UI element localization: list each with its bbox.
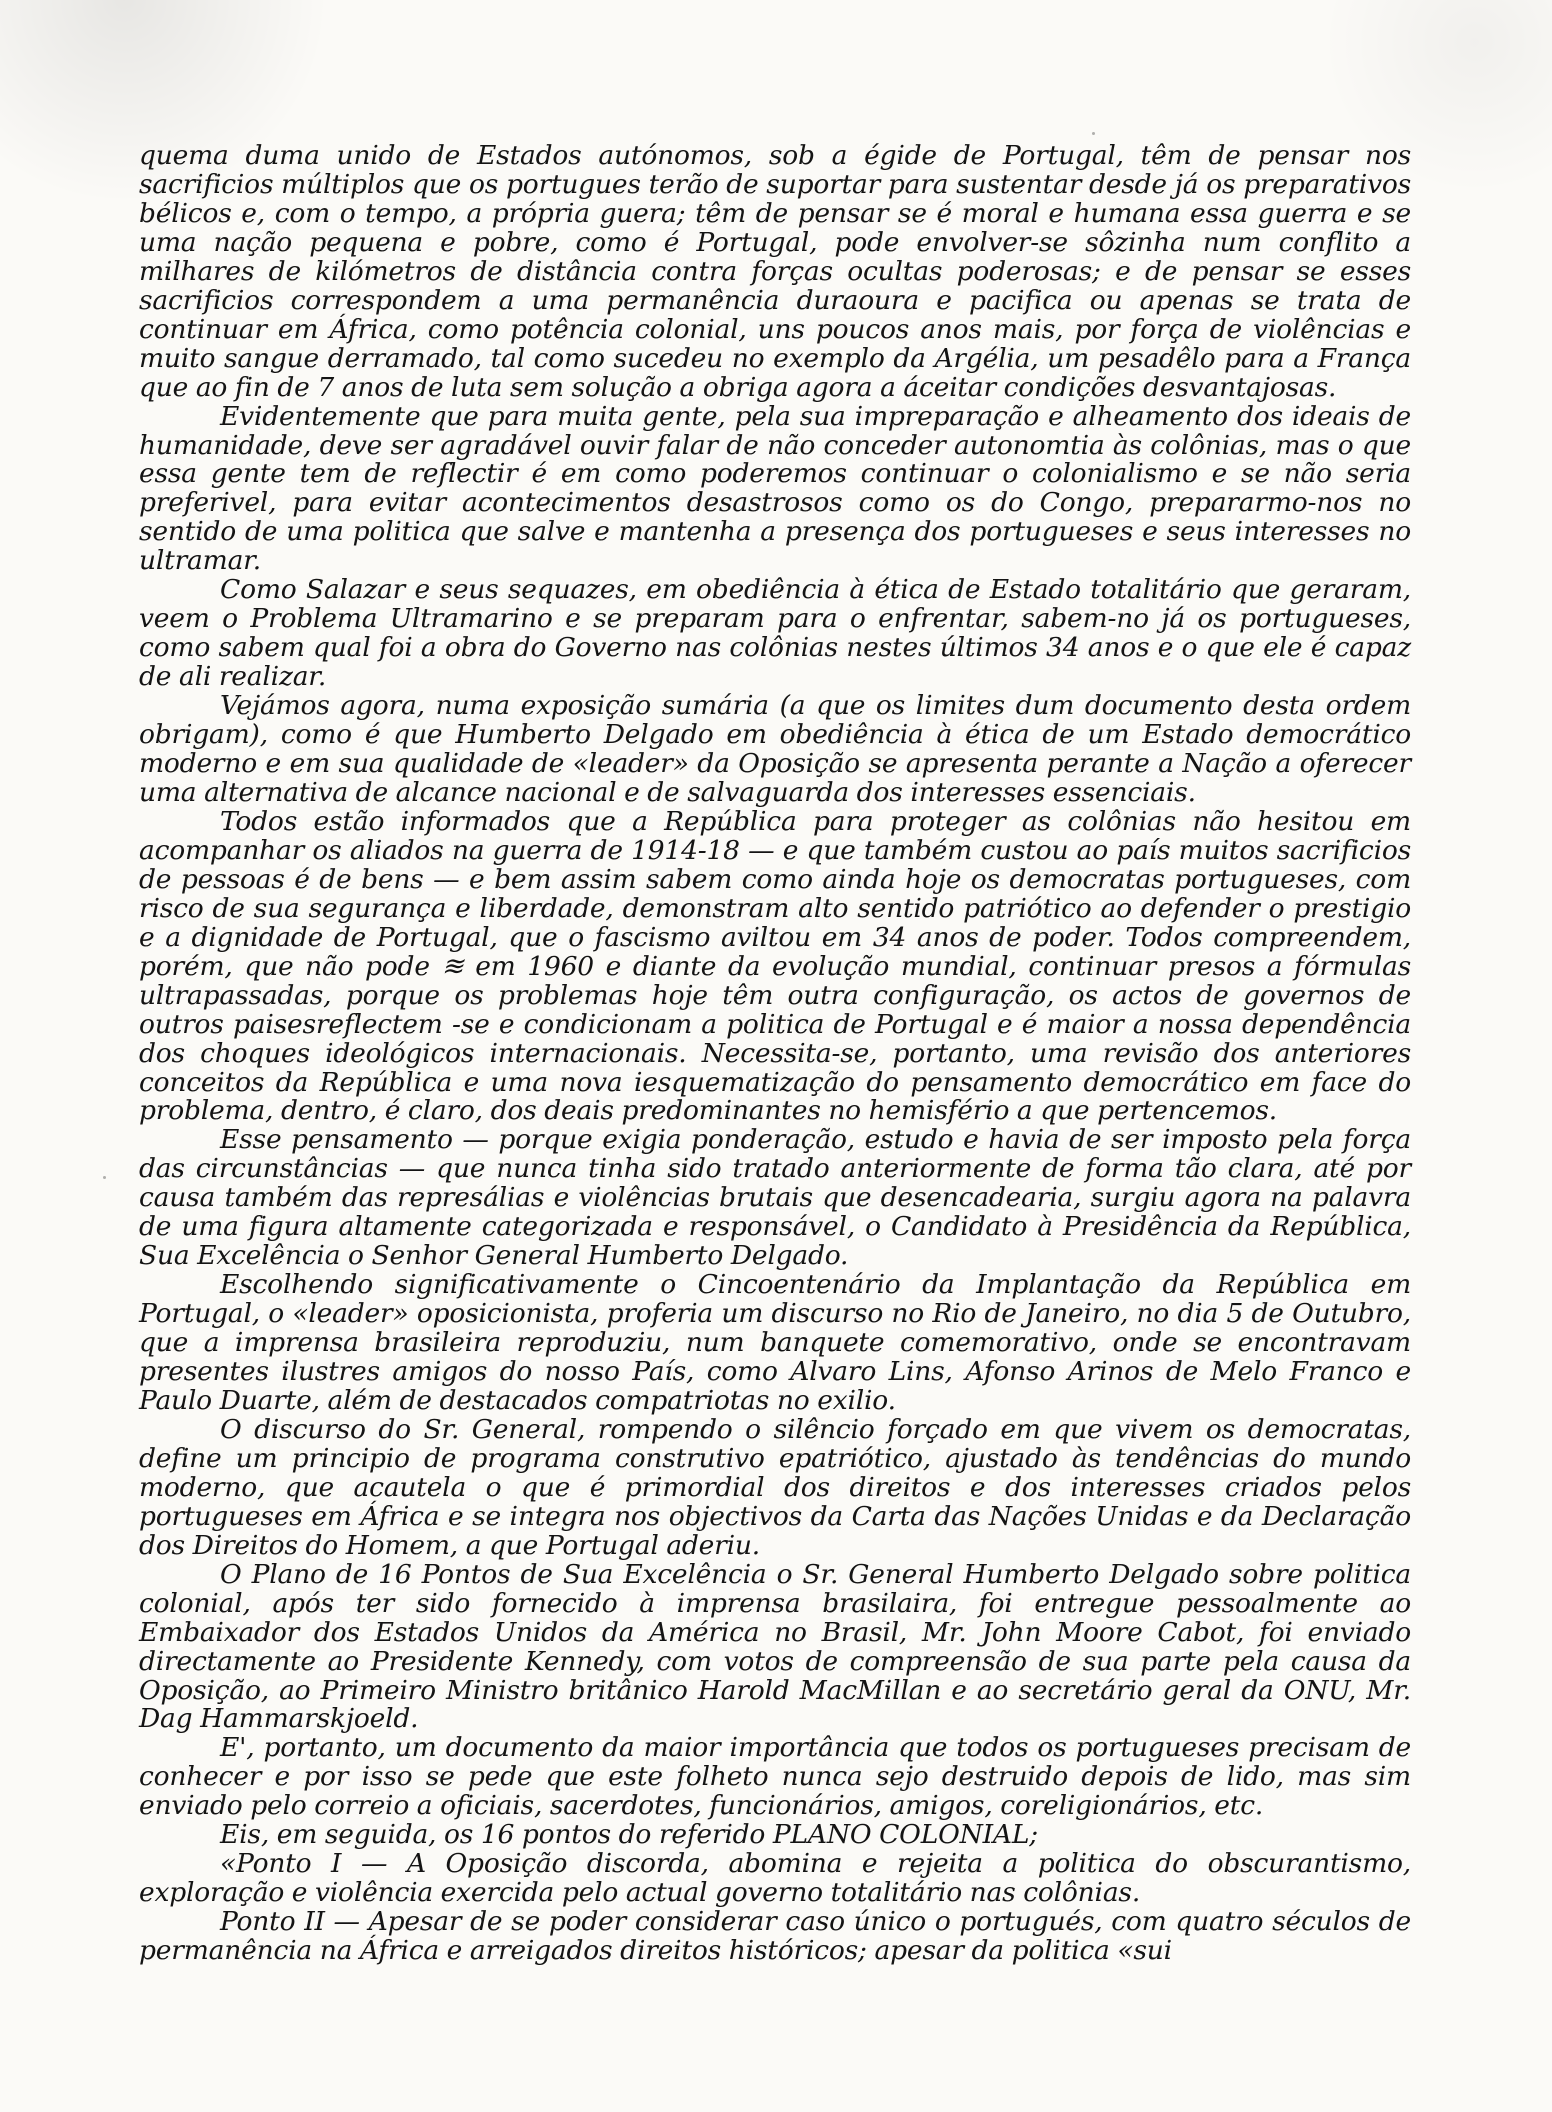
paragraph-10: E', portanto, um documento da maior importância que todos os portugueses precisam de conhecer e por isso se pede que este folheto nunca sejo destruido depois de lido, mas sim enviado pelo correio a oficiais, sacerdotes, funcionários, amigos, coreligionários, etc. bbox=[139, 1732, 1411, 1822]
paragraph-1: quema duma unido de Estados autónomos, sob a égide de Portugal, têm de pensar nos sacrificios múltiplos que os portugues terão de suportar para sustentar desde já os preparativos bélicos e, com o tempo, a própria guera; têm de pensar se é moral e humana essa guerra e se uma nação pequena e pobre, como é Portugal, pode envolver-se sôzinha num conflito a milhares de kilómetros de distância contra forças ocultas poderosas; e de pensar se esses sacrificios correspondem a uma permanência duraoura e pacifica ou apenas se trata de continuar em África, como potência colonial, uns poucos anos mais, por força de violências e muito sangue derramado, tal como sucedeu no exemplo da Argélia, um pesadêlo para a França que ao fin de 7 anos de luta sem solução a obriga agora a áceitar condições desvantajosas. bbox=[139, 140, 1411, 403]
paragraph-7: Escolhendo significativamente o Cincoentenário da Implantação da República em Portugal, o «leader» oposicionista, proferia um discurso no Rio de Janeiro, no dia 5 de Outubro, que a imprensa brasileira reproduziu, num banquete comemorativo, onde se encontravam presentes ilustres amigos do nosso País, como Alvaro Lins, Afonso Arinos de Melo Franco e Paulo Duarte, além de destacados compatriotas no exilio. bbox=[139, 1269, 1411, 1416]
paragraph-8: O discurso do Sr. General, rompendo o silêncio forçado em que vivem os democratas, define um principio de programa construtivo epatriótico, ajustado às tendências do mundo moderno, que acautela o que é primordial dos direitos e dos interesses criados pelos portugueses em África e se integra nos objectivos da Carta das Nações Unidas e da Declaração dos Direitos do Homem, a que Portugal aderiu. bbox=[139, 1413, 1411, 1561]
scan-speck bbox=[1092, 132, 1095, 135]
paragraph-3: Como Salazar e seus sequazes, em obediência à ética de Estado totalitário que geraram, veem o Problema Ultramarino e se preparam para o enfrentar, sabem-no já os portugueses, como sabem qual foi a obra do Governo nas colônias nestes últimos 34 anos e o que ele é capaz de ali realizar. bbox=[139, 574, 1411, 693]
paragraph-9: O Plano de 16 Pontos de Sua Excelência o Sr. General Humberto Delgado sobre politica colonial, após ter sido fornecido à imprensa brasilaira, foi entregue pessoalmente ao Embaixador dos Estados Unidos da América no Brasil, Mr. John Moore Cabot, foi enviado directamente ao Presidente Kennedy, com votos de compreensão de sua parte pela causa da Oposição, ao Primeiro Ministro britânico Harold MacMillan e ao secretário geral da ONU, Mr. Dag Hammarskjoeld. bbox=[139, 1558, 1411, 1735]
paragraph-13: Ponto II — Apesar de se poder considerar caso único o portugués, com quatro séculos de permanência na África e arreigados direitos históricos; apesar da politica «sui bbox=[139, 1906, 1411, 1967]
paragraph-11: Eis, em seguida, os 16 pontos do referido PLANO COLONIAL; bbox=[220, 1819, 1038, 1851]
paragraph-6: Esse pensamento — porque exigia ponderação, estudo e havia de ser imposto pela força das circunstâncias — que nunca tinha sido tratado anteriormente de forma tão clara, até por causa também das represálias e violências brutais que desencadearia, surgiu agora na palavra de uma figura altamente categorizada e responsável, o Candidato à Presidência da República, Sua Excelência o Senhor General Humberto Delgado. bbox=[139, 1124, 1411, 1272]
paragraph-12: «Ponto I — A Oposição discorda, abomina e rejeita a politica do obscurantismo, exploração e violência exercida pelo actual governo totalitário nas colônias. bbox=[139, 1848, 1411, 1909]
scan-speck bbox=[103, 1176, 106, 1179]
document-body bbox=[139, 142, 1411, 1966]
paragraph-4: Vejámos agora, numa exposição sumária (a que os limites dum documento desta ordem obrigam), como é que Humberto Delgado em obediência à ética de um Estado democrático moderno e em sua qualidade de «leader» da Oposição se apresenta perante a Nação a oferecer uma alternativa de alcance nacional e de salvaguarda dos interesses essenciais. bbox=[139, 690, 1411, 808]
paragraph-2: Evidentemente que para muita gente, pela sua impreparação e alheamento dos ideais de humanidade, deve ser agradável ouvir falar de não conceder autonomtia às colônias, mas o que essa gente tem de reflectir é em como poderemos continuar o colonialismo e se não seria preferivel, para evitar acontecimentos desastrosos como os do Congo, prepararmo-nos no sentido de uma politica que salve e mantenha a presença dos portugueses e seus interesses no ultramar. bbox=[139, 400, 1411, 577]
paragraph-5: Todos estão informados que a República para proteger as colônias não hesitou em acompanhar os aliados na guerra de 1914-18 — e que também custou ao país muitos sacrificios de pessoas é de bens — e bem assim sabem como ainda hoje os democratas portugueses, com risco de sua segurança e liberdade, demonstram alto sentido patriótico ao defender o prestigio e a dignidade de Portugal, que o fascismo aviltou em 34 anos de poder. Todos compreendem, porém, que não pode ≋ em 1960 e diante da evolução mundial, continuar presos a fórmulas ultrapassadas, porque os problemas hoje têm outra configuração, os actos de governos de outros paisesreflectem -se e condicionam a politica de Portugal e é maior a nossa dependência dos choques ideológicos internacionais. Necessita-se, portanto, uma revisão dos anteriores conceitos da República e uma nova iesquematização do pensamento democrático em face do problema, dentro, é claro, dos deais predominantes no hemisfério a que pertencemos. bbox=[139, 805, 1411, 1127]
